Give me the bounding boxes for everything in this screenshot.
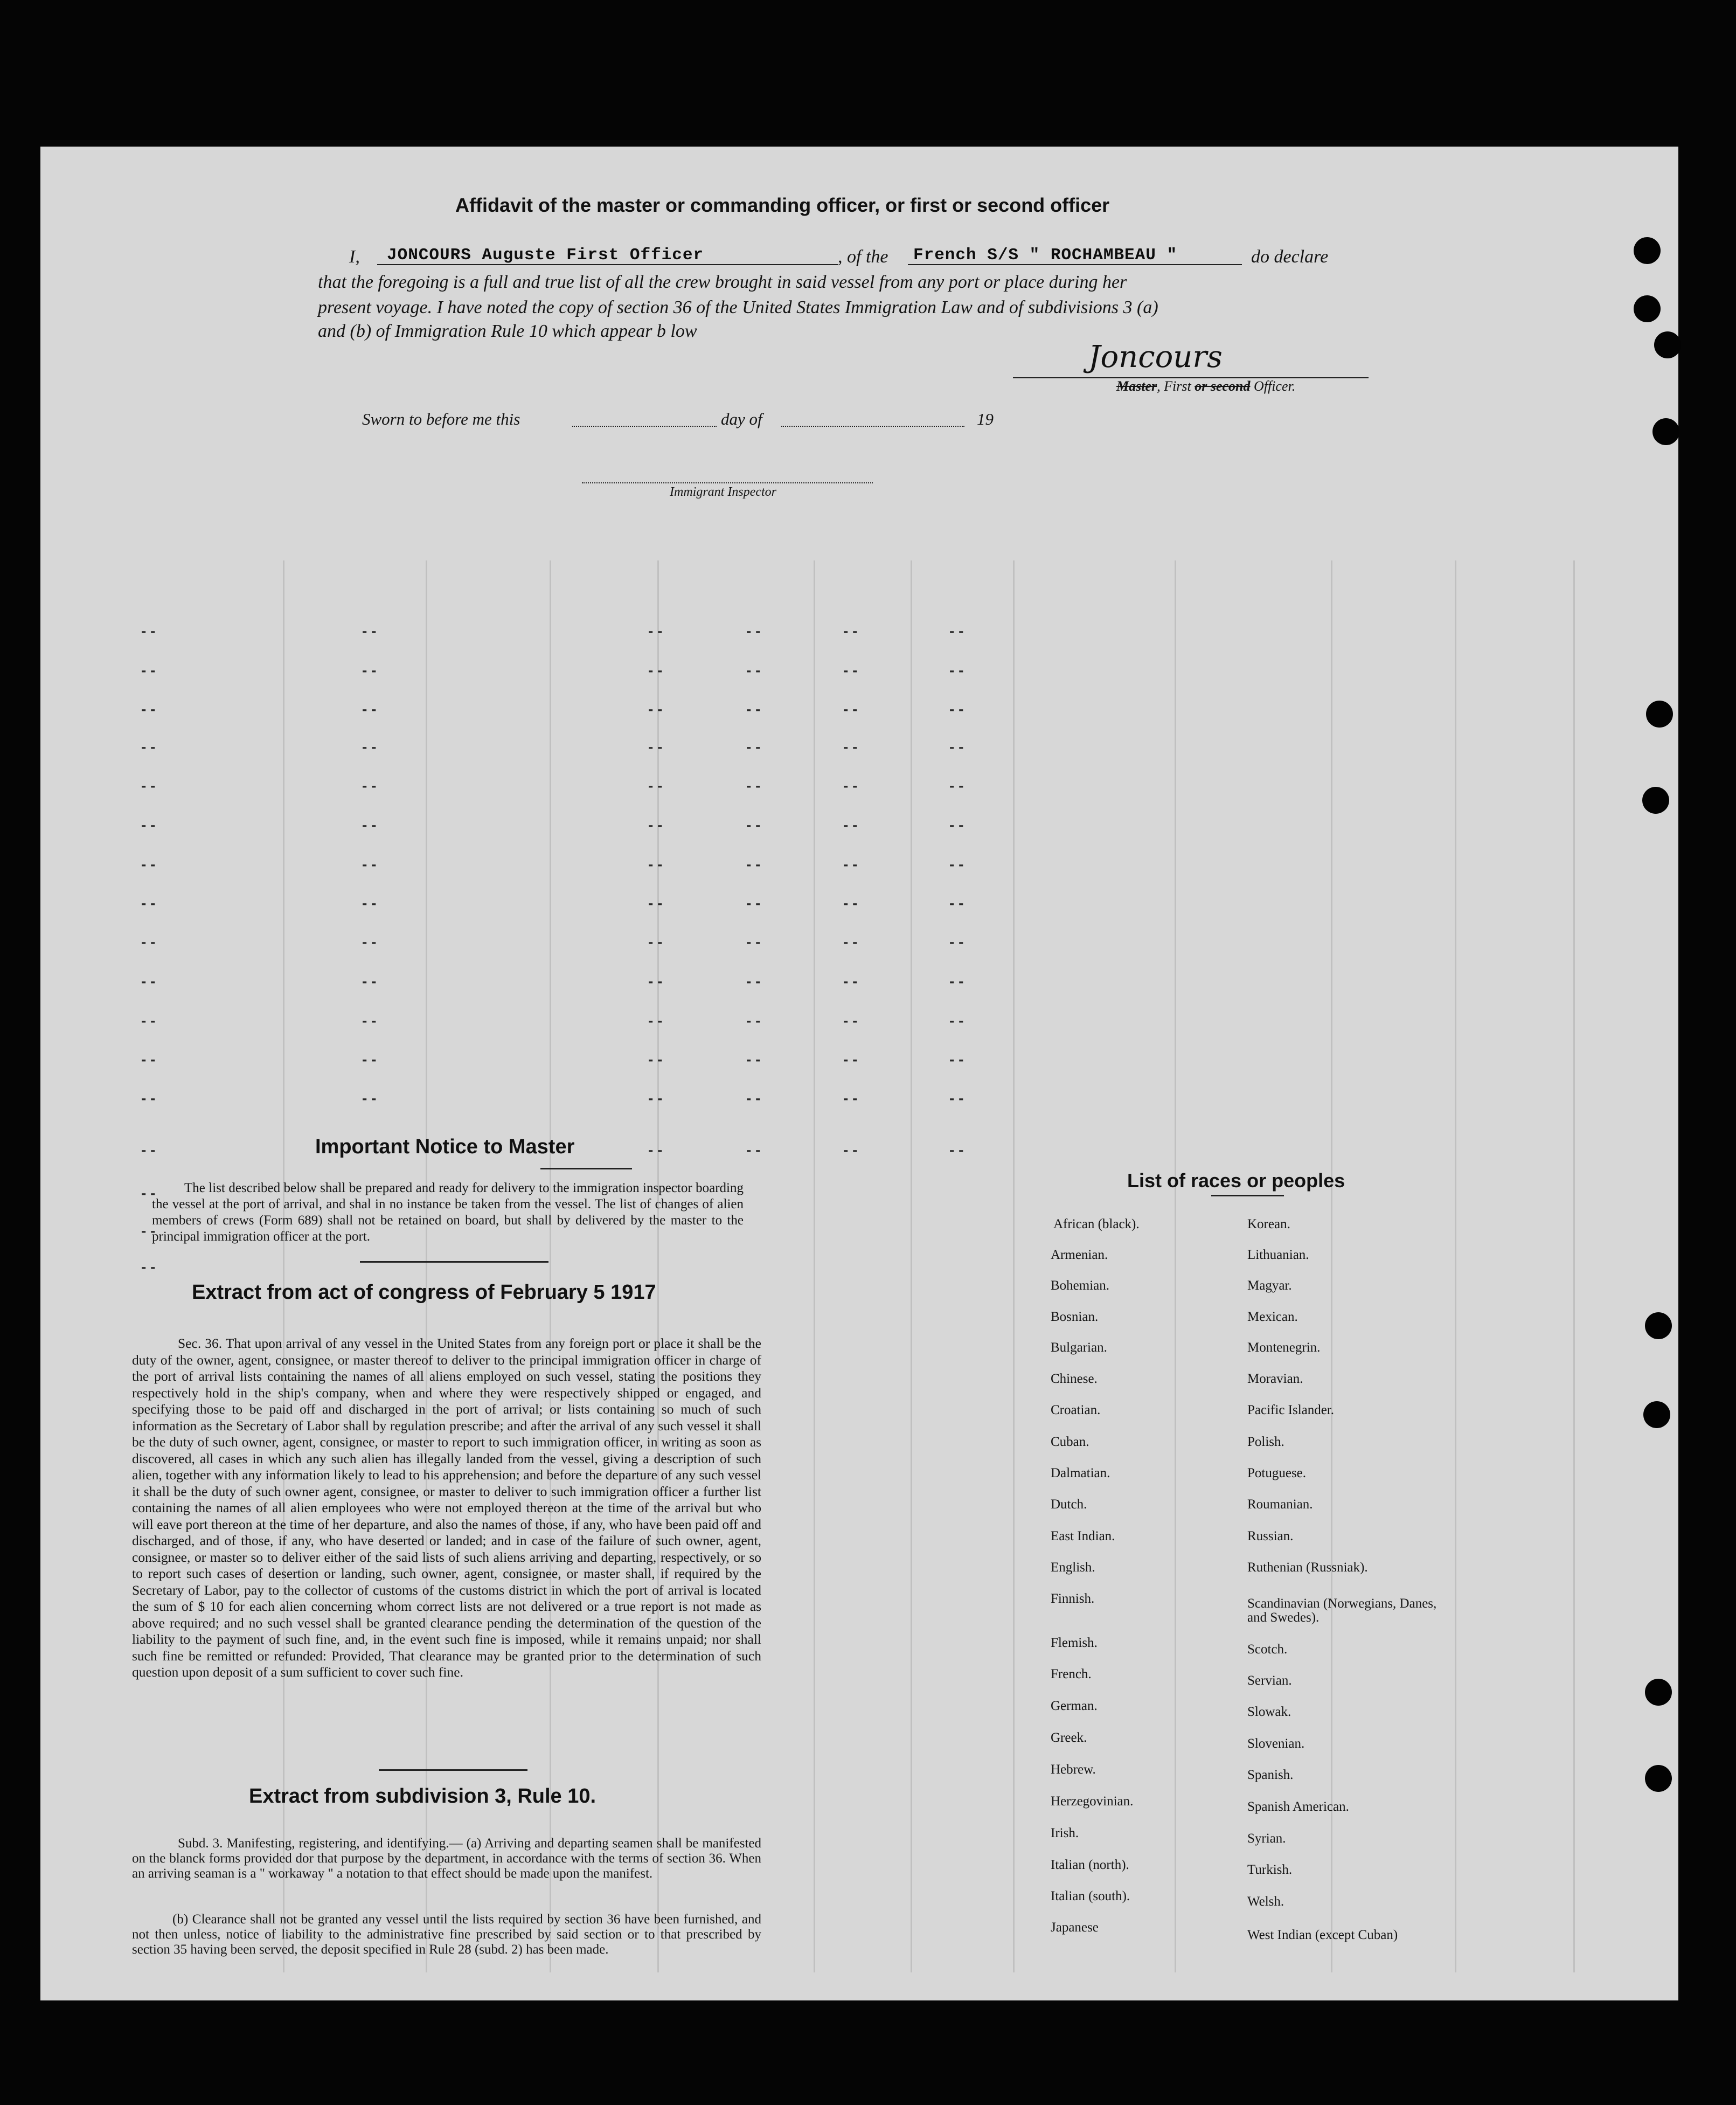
dash-mark: - -: [746, 622, 761, 639]
rule-title: Extract from subdivision 3, Rule 10.: [249, 1785, 596, 1808]
dash-mark: - -: [949, 933, 964, 950]
dash-mark: - -: [648, 933, 663, 950]
race-item: Slowak.: [1247, 1705, 1291, 1719]
dash-mark: - -: [949, 738, 964, 755]
notice-body: The list described below shall be prepared and ready for delivery to the immigration inspector boarding the vessel at the port of arrival, and shal in no instance be taken from the vessel. The list of changes of alien members of crews (Form 689) shall not be retained on board, but shall by delivered by the master to the principal immigration officer at the port.: [152, 1181, 744, 1244]
race-item: Italian (south).: [1051, 1889, 1130, 1903]
punch-hole: [1643, 1401, 1670, 1428]
race-item: Irish.: [1051, 1826, 1079, 1840]
dash-mark: - -: [949, 777, 964, 794]
dash-mark: - -: [141, 973, 156, 989]
dash-mark: - -: [362, 1090, 377, 1106]
dash-mark: - -: [843, 1090, 858, 1106]
dash-mark: - -: [648, 738, 663, 755]
dash-mark: - -: [648, 895, 663, 911]
dash-mark: - -: [141, 1090, 156, 1106]
ship-name: French S/S " ROCHAMBEAU ": [913, 246, 1178, 265]
sworn-day-blank: [572, 426, 717, 427]
race-item: Greek.: [1051, 1730, 1087, 1745]
punch-hole: [1645, 1765, 1672, 1792]
race-item: Spanish American.: [1247, 1799, 1349, 1814]
dash-mark: - -: [648, 622, 663, 639]
do-declare: do declare: [1251, 247, 1329, 267]
dash-mark: - -: [843, 973, 858, 989]
dash-mark: - -: [141, 777, 156, 794]
notice-title: Important Notice to Master: [315, 1135, 575, 1158]
dash-mark: - -: [141, 1051, 156, 1068]
rule-para-a: Subd. 3. Manifesting, registering, and identifying.— (a) Arriving and departing seamen shall be manifested on the blanck forms provided dor that purpose by the department, in accordance with the terms of section 36. When an arriving seaman is a " workaway " a notation to that effect should be made upon the manifest.: [132, 1836, 761, 1881]
ghost-column-line: [814, 560, 815, 1972]
dash-mark: - -: [648, 1012, 663, 1029]
race-item: Cuban.: [1051, 1435, 1089, 1449]
dash-mark: - -: [746, 1141, 761, 1158]
dash-mark: - -: [648, 973, 663, 989]
section-rule: [379, 1769, 527, 1771]
race-item: Italian (north).: [1051, 1858, 1129, 1872]
dash-mark: - -: [648, 856, 663, 873]
race-item: French.: [1051, 1667, 1092, 1681]
dash-mark: - -: [746, 1012, 761, 1029]
race-item: Roumanian.: [1247, 1497, 1313, 1512]
dash-mark: - -: [843, 738, 858, 755]
race-item: Turkish.: [1247, 1862, 1293, 1877]
dash-mark: - -: [648, 777, 663, 794]
race-item: Mexican.: [1247, 1310, 1298, 1324]
dash-mark: - -: [949, 662, 964, 678]
dash-mark: - -: [843, 1141, 858, 1158]
dash-mark: - -: [362, 973, 377, 989]
dash-mark: - -: [362, 738, 377, 755]
sworn-month-blank: [781, 426, 964, 427]
caption-officer: Officer.: [1253, 378, 1296, 394]
section-rule: [360, 1261, 548, 1263]
race-item: East Indian.: [1051, 1529, 1115, 1543]
dash-mark: - -: [746, 777, 761, 794]
affidavit-i: I,: [349, 247, 360, 267]
dash-mark: - -: [362, 856, 377, 873]
race-item: Finnish.: [1051, 1591, 1095, 1606]
race-item: Montenegrin.: [1247, 1340, 1321, 1355]
dash-mark: - -: [141, 1185, 156, 1201]
dash-mark: - -: [949, 973, 964, 989]
race-item: Bohemian.: [1051, 1278, 1110, 1293]
race-item: Scandinavian (Norwegians, Danes, and Swedes).: [1247, 1596, 1437, 1625]
caption-first: , First: [1157, 378, 1191, 394]
dash-mark: - -: [141, 816, 156, 833]
dash-mark: - -: [362, 933, 377, 950]
race-item: Bulgarian.: [1051, 1340, 1107, 1355]
dash-mark: - -: [843, 1012, 858, 1029]
dash-mark: - -: [949, 701, 964, 717]
inspector-signature-line: [582, 482, 873, 483]
dash-mark: - -: [746, 738, 761, 755]
struck-master: Master: [1116, 378, 1157, 394]
race-item: German.: [1051, 1699, 1098, 1713]
ghost-column-line: [657, 560, 659, 1972]
race-item: Potuguese.: [1247, 1466, 1307, 1480]
ghost-column-line: [1175, 560, 1176, 1972]
race-item: Polish.: [1247, 1435, 1284, 1449]
affidavit-line: that the foregoing is a full and true list of all the crew brought in said vessel from any port or place during her: [318, 272, 1127, 292]
dash-mark: - -: [362, 777, 377, 794]
ghost-column-line: [426, 560, 427, 1972]
officer-signature: Joncours: [1088, 340, 1223, 375]
race-item: Lithuanian.: [1247, 1248, 1309, 1262]
dash-mark: - -: [949, 816, 964, 833]
dash-mark: - -: [746, 816, 761, 833]
dash-mark: - -: [843, 933, 858, 950]
dash-mark: - -: [746, 973, 761, 989]
dash-mark: - -: [746, 895, 761, 911]
dash-mark: - -: [648, 662, 663, 678]
dash-mark: - -: [141, 1012, 156, 1029]
day-of-label: day of: [721, 410, 762, 428]
race-item: African (black).: [1053, 1217, 1140, 1231]
race-item: Servian.: [1247, 1673, 1292, 1688]
dash-mark: - -: [362, 662, 377, 678]
rule-para-b: (b) Clearance shall not be granted any vessel until the lists required by section 36 have been furnished, and not then unless, notice of liability to the administrative fine prescribed by said section or to that prescribed by section 35 having been served, the deposit specified in Rule 28 (subd. 2) has been made.: [132, 1912, 761, 1957]
dash-mark: - -: [746, 1051, 761, 1068]
officer-caption: [1116, 378, 1295, 394]
race-item: Syrian.: [1247, 1831, 1286, 1846]
dash-mark: - -: [746, 933, 761, 950]
punch-hole: [1634, 295, 1661, 322]
punch-hole: [1645, 1679, 1672, 1706]
dash-mark: - -: [949, 856, 964, 873]
race-item: Bosnian.: [1051, 1310, 1099, 1324]
dash-mark: - -: [141, 856, 156, 873]
race-item: Magyar.: [1247, 1278, 1292, 1293]
dash-mark: - -: [141, 933, 156, 950]
dash-mark: - -: [843, 1051, 858, 1068]
ghost-column-line: [911, 560, 912, 1972]
race-item: Moravian.: [1247, 1372, 1303, 1386]
race-item: Russian.: [1247, 1529, 1294, 1543]
dash-mark: - -: [949, 895, 964, 911]
officer-name: JONCOURS Auguste First Officer: [387, 246, 704, 265]
race-item: Flemish.: [1051, 1636, 1098, 1650]
inspector-caption: Immigrant Inspector: [670, 485, 776, 499]
dash-mark: - -: [648, 1141, 663, 1158]
ghost-column-line: [1573, 560, 1575, 1972]
dash-mark: - -: [949, 1090, 964, 1106]
affidavit-title: Affidavit of the master or commanding officer, or first or second officer: [455, 194, 1110, 216]
dash-mark: - -: [949, 622, 964, 639]
affidavit-line: and (b) of Immigration Rule 10 which appear b low: [318, 321, 697, 341]
race-item: Spanish.: [1247, 1768, 1294, 1782]
dash-mark: - -: [141, 662, 156, 678]
dash-mark: - -: [141, 622, 156, 639]
punch-hole: [1652, 418, 1679, 445]
race-item: Hebrew.: [1051, 1762, 1096, 1777]
races-title: List of races or peoples: [1127, 1169, 1345, 1192]
dash-mark: - -: [843, 701, 858, 717]
affidavit-line: present voyage. I have noted the copy of section 36 of the United States Immigration Law and of subdivisions 3 (a): [318, 297, 1158, 317]
notice-rule: [540, 1168, 632, 1169]
dash-mark: - -: [648, 816, 663, 833]
race-item: Scotch.: [1247, 1642, 1288, 1657]
punch-hole: [1646, 701, 1673, 728]
race-item: Pacific Islander.: [1247, 1403, 1335, 1417]
dash-mark: - -: [949, 1051, 964, 1068]
dash-mark: - -: [141, 1258, 156, 1275]
dash-mark: - -: [949, 1012, 964, 1029]
punch-hole: [1634, 237, 1661, 264]
dash-mark: - -: [362, 701, 377, 717]
dash-mark: - -: [141, 1222, 156, 1239]
dash-mark: - -: [843, 777, 858, 794]
ghost-column-line: [1013, 560, 1015, 1972]
dash-mark: - -: [141, 738, 156, 755]
dash-mark: - -: [362, 1051, 377, 1068]
dash-mark: - -: [746, 701, 761, 717]
race-item: Armenian.: [1051, 1248, 1108, 1262]
race-item: Welsh.: [1247, 1894, 1284, 1909]
dash-mark: - -: [949, 1141, 964, 1158]
dash-mark: - -: [362, 622, 377, 639]
ghost-column-line: [283, 560, 284, 1972]
act-title: Extract from act of congress of February 5 1917: [192, 1281, 656, 1304]
punch-hole: [1642, 787, 1669, 814]
ghost-column-line: [1455, 560, 1456, 1972]
race-item: Japanese: [1051, 1920, 1099, 1935]
of-the-label: , of the: [838, 247, 888, 267]
race-item: Croatian.: [1051, 1403, 1101, 1417]
year-label: 19: [977, 410, 994, 428]
dash-mark: - -: [141, 701, 156, 717]
dash-mark: - -: [648, 701, 663, 717]
race-item: Chinese.: [1051, 1372, 1098, 1386]
ghost-column-line: [550, 560, 551, 1972]
dash-mark: - -: [141, 895, 156, 911]
dash-mark: - -: [843, 856, 858, 873]
dash-mark: - -: [362, 1012, 377, 1029]
dash-mark: - -: [362, 816, 377, 833]
dash-mark: - -: [746, 662, 761, 678]
punch-hole: [1654, 331, 1681, 358]
race-item: Dutch.: [1051, 1497, 1087, 1512]
race-item: Dalmatian.: [1051, 1466, 1110, 1480]
race-item: Slovenian.: [1247, 1736, 1305, 1751]
dash-mark: - -: [843, 662, 858, 678]
struck-second: or second: [1195, 378, 1251, 394]
dash-mark: - -: [843, 895, 858, 911]
dash-mark: - -: [843, 816, 858, 833]
dash-mark: - -: [746, 856, 761, 873]
race-item: Ruthenian (Russniak).: [1247, 1560, 1368, 1575]
dash-mark: - -: [843, 622, 858, 639]
races-underline: [1211, 1195, 1284, 1196]
form-page: [40, 147, 1678, 2000]
dash-mark: - -: [362, 895, 377, 911]
dash-mark: - -: [141, 1141, 156, 1158]
race-item: West Indian (except Cuban): [1247, 1928, 1398, 1942]
punch-hole: [1645, 1312, 1672, 1339]
race-item: Herzegovinian.: [1051, 1794, 1134, 1809]
dash-mark: - -: [648, 1090, 663, 1106]
race-item: English.: [1051, 1560, 1095, 1575]
ghost-column-line: [1331, 560, 1332, 1972]
dash-mark: - -: [648, 1051, 663, 1068]
sworn-text: Sworn to before me this: [362, 410, 520, 428]
act-section-36: Sec. 36. That upon arrival of any vessel in the United States from any foreign port or place it shall be the duty of the owner, agent, consignee, or master thereof to deliver to the principal immigration officer in charge of the port of arrival lists containing the names of all aliens employed on such vessel, stating the positions they respectively hold in the ship's company, when and where they were respectively shipped or engaged, and specifying those to be paid off and discharged in the port of arrival; or lists containing so much of such information as the Secretary of Labor shall by regulation prescribe; and after the arrival of any such vessel it shall be the duty of such owner, agent, consignee, or master to report to such immigration officer, in writing as soon as discovered, all cases in which any such alien has illegally landed from the vessel, giving a description of such alien, together with any information likely to lead to his apprehension; and before the departure of any such vessel it shall be the duty of such owner agent, consignee, or master to deliver to such immigration officer a further list containing the names of all alien employees who were not employed thereon at the time of the arrival but who will eave port thereon at the time of her departure, and also the names of those, if any, who have been paid off and discharged, and of those, if any, who have deserted or landed; and in case of the failure of such owner, agent, consignee, or master so to deliver either of the said lists of such aliens arriving and departing, respectively, or so to report such cases of desertion or landing, such owner, agent, consignee, or master shall, if required by the Secretary of Labor, pay to the collector of customs of the customs district in which the port of arrival is located the sum of $ 10 for each alien concerning whom correct lists are not delivered or a true report is not made as above required; and no such vessel shall be granted clearance pending the determination of the question of the liability to the payment of such fine, and, in the event such fine is imposed, while it remains unpaid; nor shall such fine be remitted or refunded: Provided, That clearance may be granted prior to the determination of such question upon deposit of a sum sufficient to cover such fine.: [132, 1335, 761, 1680]
dash-mark: - -: [746, 1090, 761, 1106]
race-item: Korean.: [1247, 1217, 1290, 1231]
